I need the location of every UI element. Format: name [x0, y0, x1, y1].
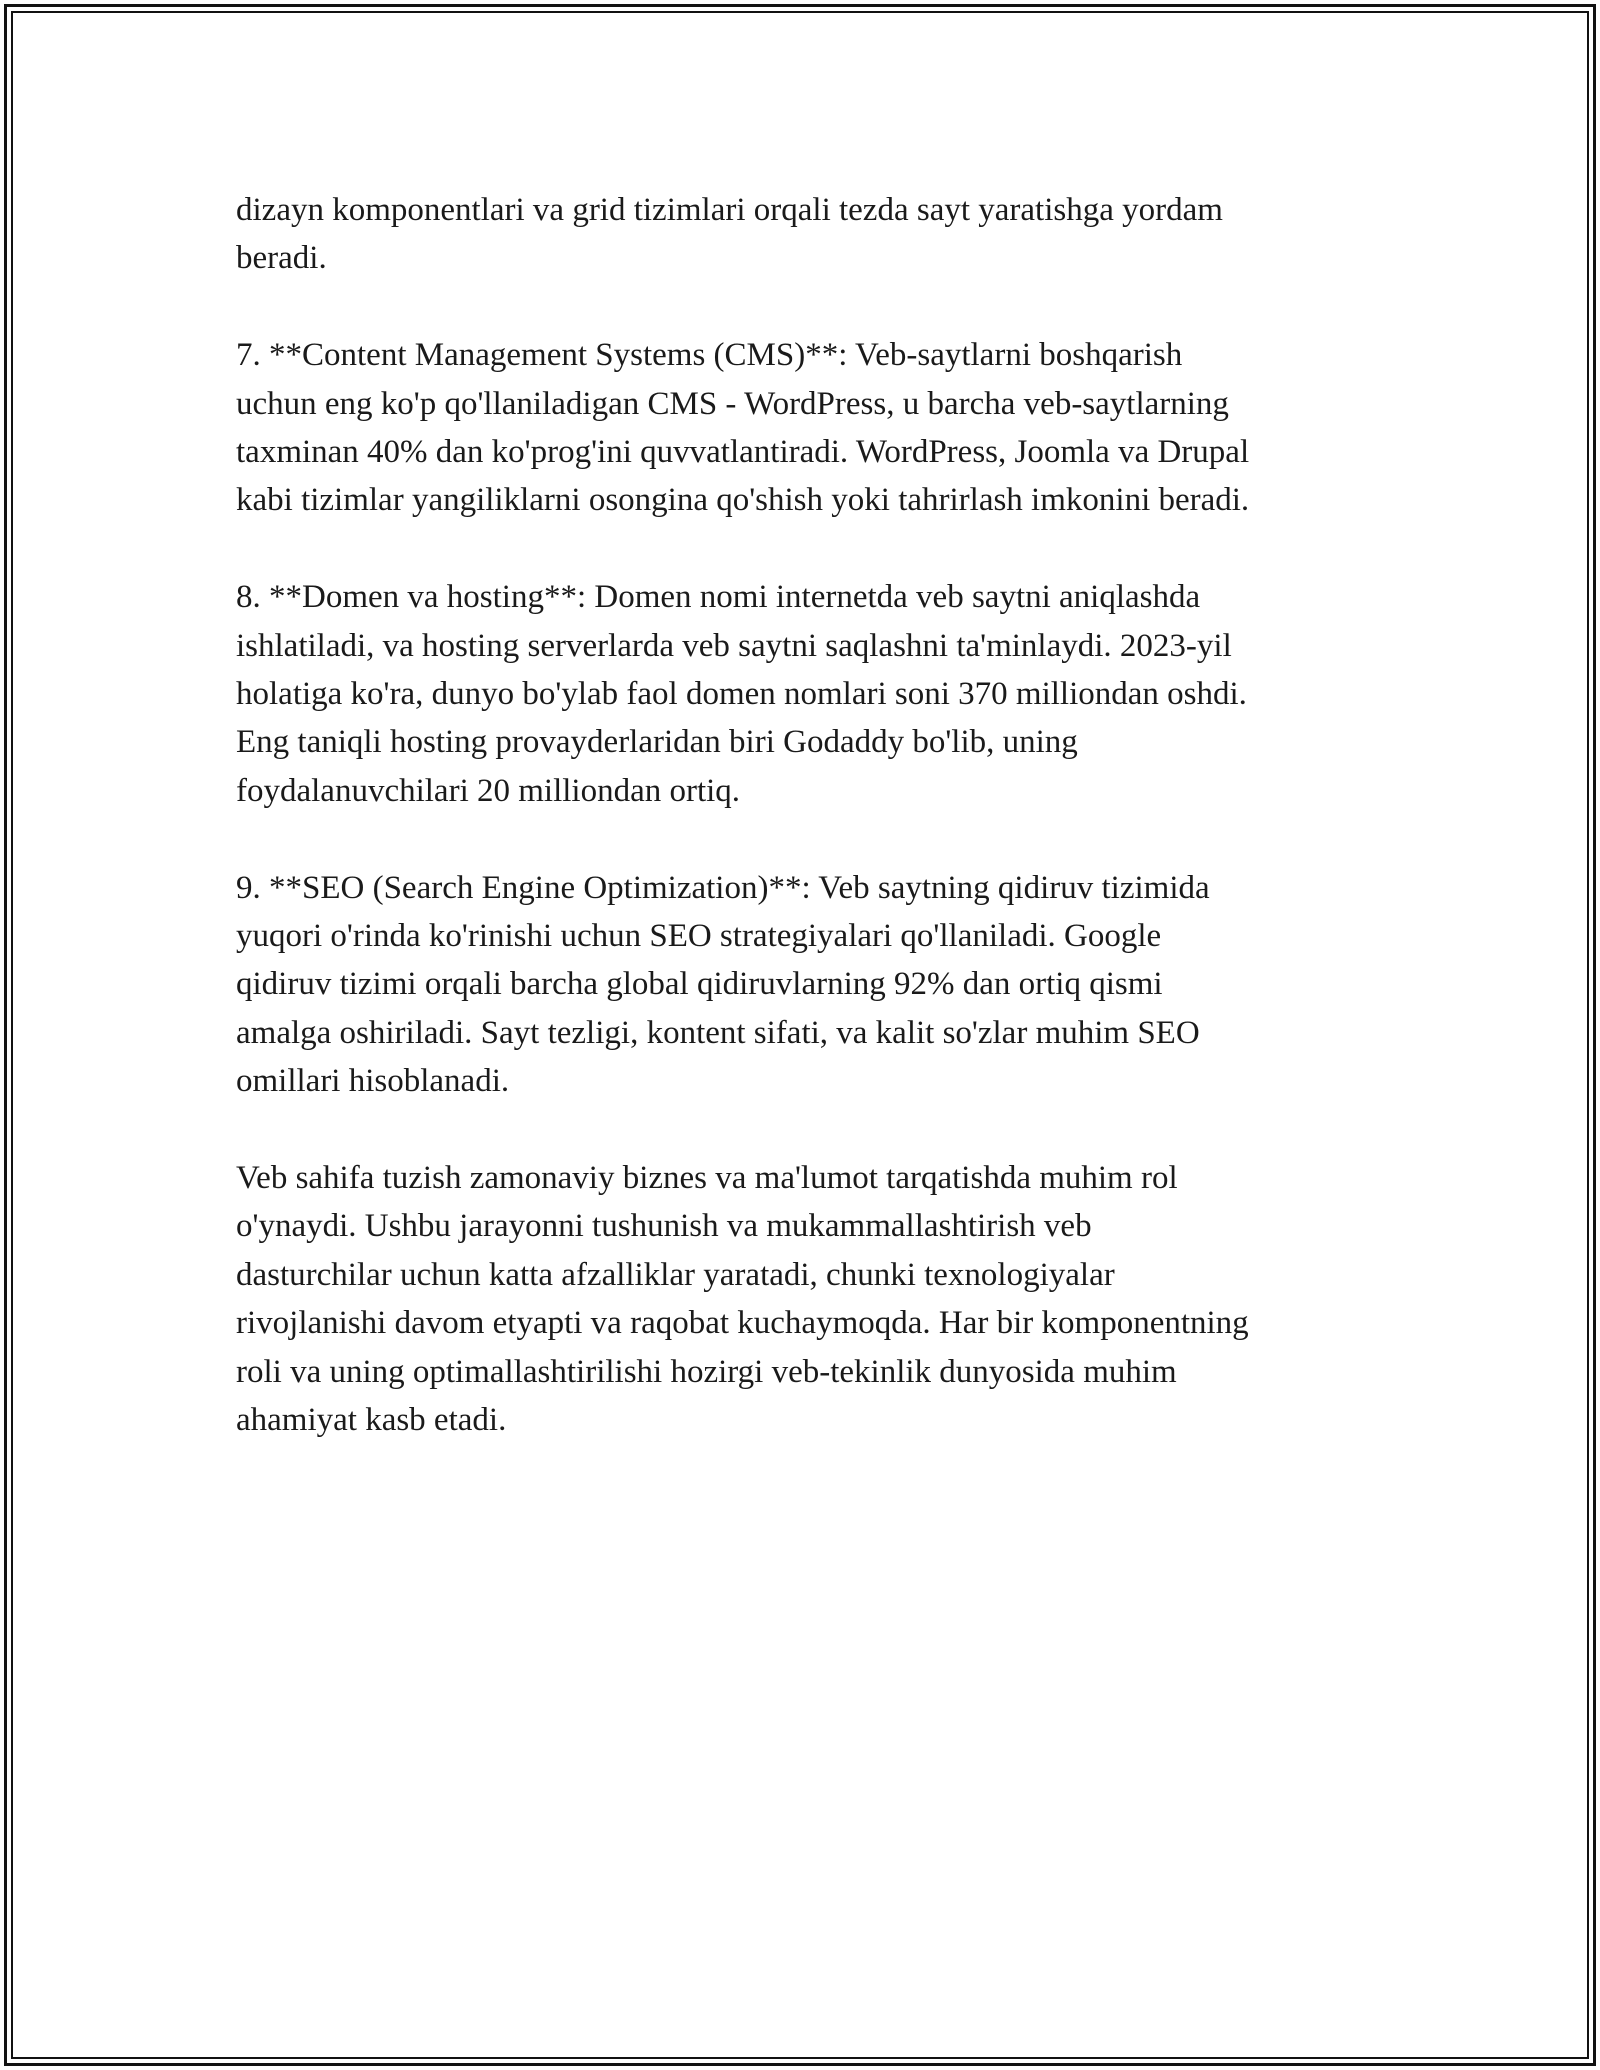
text-line: amalga oshiriladi. Sayt tezligi, kontent sifati, va kalit so'zlar muhim SEO: [236, 1014, 1200, 1051]
text-line: 8. **Domen va hosting**: Domen nomi internetda veb saytni aniqlashda: [236, 579, 1201, 616]
text-line: foydalanuvchilari 20 milliondan ortiq.: [236, 772, 741, 809]
text-line: o'ynaydi. Ushbu jarayonni tushunish va mukammallashtirish veb: [236, 1208, 1092, 1245]
text-line: yuqori o'rinda ko'rinishi uchun SEO strategiyalari qo'llaniladi. Google: [236, 918, 1162, 955]
text-line: 9. **SEO (Search Engine Optimization)**: Veb saytning qidiruv tizimida: [236, 869, 1210, 906]
paragraph-conclusion: [236, 1154, 1370, 1444]
paragraph-continuation: [236, 186, 1370, 283]
document-body: [236, 186, 1370, 1493]
text-line: ahamiyat kasb etadi.: [236, 1402, 507, 1439]
paragraph-cms: [236, 331, 1370, 525]
text-line: holatiga ko'ra, dunyo bo'ylab faol domen nomlari soni 370 milliondan oshdi.: [236, 676, 1247, 713]
text-line: dasturchilar uchun katta afzalliklar yaratadi, chunki texnologiyalar: [236, 1256, 1115, 1293]
text-line: ishlatiladi, va hosting serverlarda veb saytni saqlashni ta'minlaydi. 2023-yil: [236, 627, 1232, 664]
text-line: 7. **Content Management Systems (CMS)**: Veb-saytlarni boshqarish: [236, 337, 1183, 374]
text-line: dizayn komponentlari va grid tizimlari orqali tezda sayt yaratishga yordam: [236, 192, 1223, 228]
text-line: taxminan 40% dan ko'prog'ini quvvatlantiradi. WordPress, Joomla va Drupal: [236, 434, 1250, 471]
text-line: qidiruv tizimi orqali barcha global qidiruvlarning 92% dan ortiq qismi: [236, 966, 1163, 1003]
text-line: Veb sahifa tuzish zamonaviy biznes va ma'lumot tarqatishda muhim rol: [236, 1160, 1178, 1197]
text-line: rivojlanishi davom etyapti va raqobat kuchaymoqda. Har bir komponentning: [236, 1305, 1249, 1342]
text-line: uchun eng ko'p qo'llaniladigan CMS - WordPress, u barcha veb-saytlarning: [236, 385, 1229, 422]
text-line: roli va uning optimallashtirilishi hozirgi veb-tekinlik dunyosida muhim: [236, 1353, 1177, 1390]
text-line: kabi tizimlar yangiliklarni osongina qo'shish yoki tahrirlash imkonini beradi.: [236, 482, 1250, 519]
text-line: omillari hisoblanadi.: [236, 1063, 510, 1100]
paragraph-domain-hosting: [236, 573, 1370, 815]
paragraph-seo: [236, 864, 1370, 1106]
text-line: beradi.: [236, 240, 327, 277]
text-line: Eng taniqli hosting provayderlaridan biri Godaddy bo'lib, uning: [236, 724, 1078, 761]
